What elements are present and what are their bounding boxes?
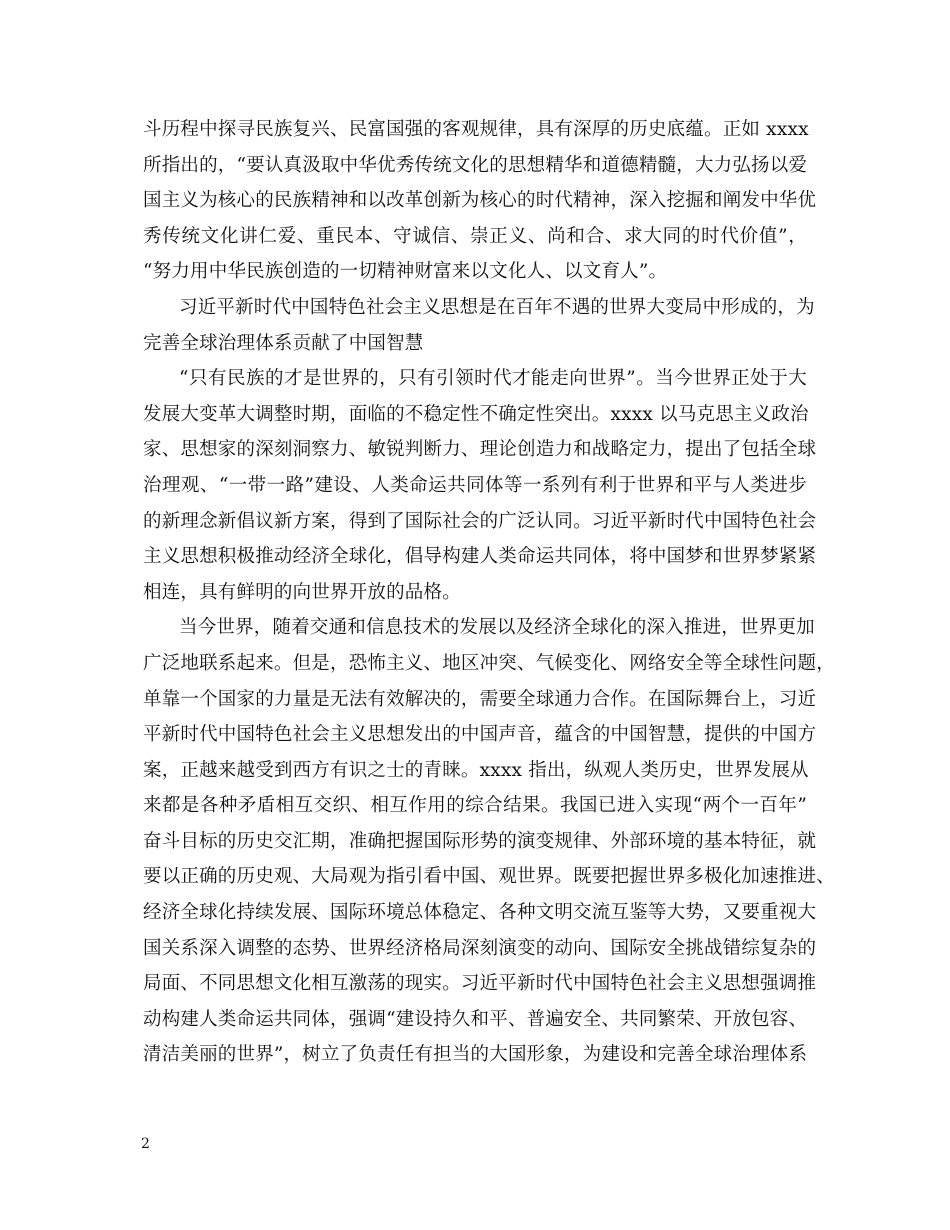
text-line: 广泛地联系起来。但是，恐怖主义、地区冲突、气候变化、网络安全等全球性问题， xyxy=(143,652,835,674)
text-line: 治理观、“一带一路”建设、人类命运共同体等一系列有利于世界和平与人类进步 xyxy=(143,474,807,496)
page-number: 2 xyxy=(141,1136,150,1152)
text-line: 奋斗目标的历史交汇期，准确把握国际形势的演变规律、外部环境的基本特征，就 xyxy=(143,830,817,852)
text-line: 国关系深入调整的态势、世界经济格局深刻演变的动向、国际安全挑战错综复杂的 xyxy=(143,937,817,959)
text-line: 完善全球治理体系贡献了中国智慧 xyxy=(143,332,424,354)
text-line: 习近平新时代中国特色社会主义思想是在百年不遇的世界大变局中形成的，为 xyxy=(179,296,815,318)
text-line: 经济全球化持续发展、国际环境总体稳定、各种文明交流互鉴等大势，又要重视大 xyxy=(143,902,817,924)
text-line: “只有民族的才是世界的，只有引领时代才能走向世界”。当今世界正处于大 xyxy=(179,368,807,390)
text-line: 所指出的，“要认真汲取中华优秀传统文化的思想精华和道德精髓，大力弘扬以爱 xyxy=(143,154,808,176)
text-line: 相连，具有鲜明的向世界开放的品格。 xyxy=(143,581,461,603)
text-line: 主义思想积极推动经济全球化，倡导构建人类命运共同体，将中国梦和世界梦紧紧 xyxy=(143,546,817,568)
text-line: 局面、不同思想文化相互激荡的现实。习近平新时代中国特色社会主义思想强调推 xyxy=(143,973,817,995)
text-line: “努力用中华民族创造的一切精神财富来以文化人、以文育人”。 xyxy=(143,261,668,283)
text-line: 要以正确的历史观、大局观为指引看中国、观世界。既要把握世界多极化加速推进、 xyxy=(143,866,835,888)
text-line: 斗历程中探寻民族复兴、民富国强的客观规律，具有深厚的历史底蕴。正如 xxxx xyxy=(143,119,809,140)
text-line: 案，正越来越受到西方有识之士的青睐。xxxx 指出，纵观人类历史，世界发展从 xyxy=(143,759,809,781)
text-line: 的新理念新倡议新方案，得到了国际社会的广泛认同。习近平新时代中国特色社会 xyxy=(143,510,817,532)
text-line: 发展大变革大调整时期，面临的不稳定性不确定性突出。xxxx 以马克思主义政治 xyxy=(143,403,809,425)
text-line: 秀传统文化讲仁爱、重民本、守诚信、崇正义、尚和合、求大同的时代价值”， xyxy=(143,225,807,247)
text-line: 清洁美丽的世界”，树立了负责任有担当的大国形象，为建设和完善全球治理体系 xyxy=(143,1044,808,1066)
text-line: 家、思想家的深刻洞察力、敏锐判断力、理论创造力和战略定力，提出了包括全球 xyxy=(143,439,817,461)
text-line: 动构建人类命运共同体，强调“建设持久和平、普遍安全、共同繁荣、开放包容、 xyxy=(143,1008,808,1030)
document-body xyxy=(143,112,835,1073)
text-line: 来都是各种矛盾相互交织、相互作用的综合结果。我国已进入实现“两个一百年” xyxy=(143,795,807,817)
text-line: 平新时代中国特色社会主义思想发出的中国声音，蕴含的中国智慧，提供的中国方 xyxy=(143,724,817,746)
text-line: 当今世界，随着交通和信息技术的发展以及经济全球化的深入推进，世界更加 xyxy=(179,617,815,639)
text-line: 国主义为核心的民族精神和以改革创新为核心的时代精神，深入挖掘和阐发中华优 xyxy=(143,190,817,212)
text-line: 单靠一个国家的力量是无法有效解决的，需要全球通力合作。在国际舞台上，习近 xyxy=(143,688,817,710)
